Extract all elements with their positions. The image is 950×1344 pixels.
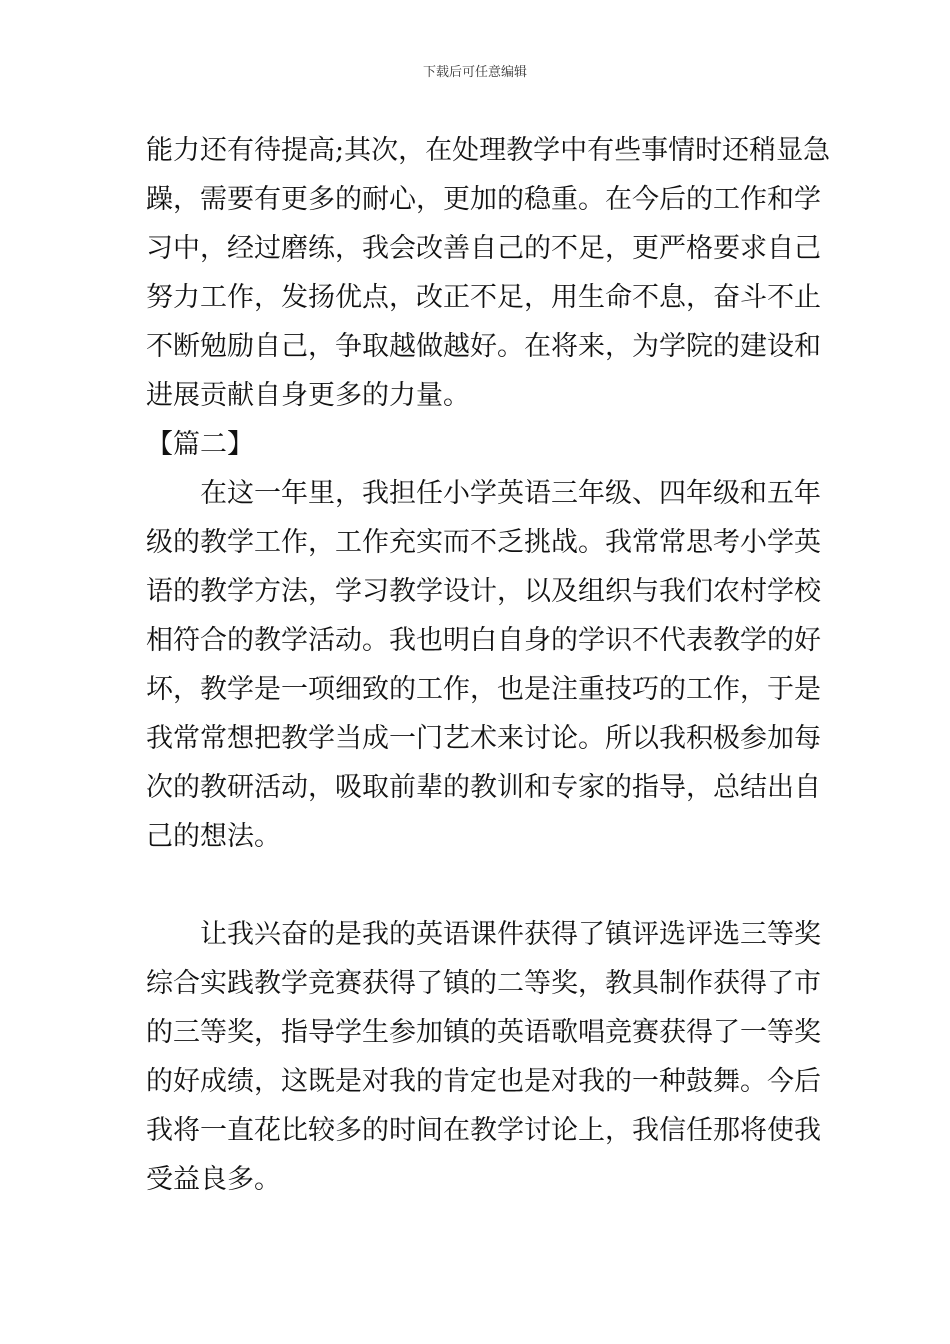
paragraph-line: 相符合的教学活动。我也明白自身的学识不代表教学的好 bbox=[146, 625, 821, 656]
paragraph-1 bbox=[146, 126, 831, 420]
paragraph-line: 不断勉励自己，争取越做越好。在将来，为学院的建设和 bbox=[146, 331, 821, 362]
paragraph-line: 能力还有待提高;其次，在处理教学中有些事情时还稍显急 bbox=[146, 135, 831, 166]
paragraph-line: 的好成绩，这既是对我的肯定也是对我的一种鼓舞。今后 bbox=[146, 1066, 821, 1097]
paragraph-3 bbox=[146, 910, 821, 1204]
paragraph-line: 的三等奖，指导学生参加镇的英语歌唱竞赛获得了一等奖 bbox=[146, 1017, 821, 1048]
paragraph-2 bbox=[146, 469, 821, 861]
paragraph-line: 习中，经过磨练，我会改善自己的不足，更严格要求自己 bbox=[146, 233, 821, 264]
paragraph-line: 我常常想把教学当成一门艺术来讨论。所以我积极参加每 bbox=[146, 723, 821, 754]
page-header: 下载后可任意编辑 bbox=[422, 65, 527, 80]
paragraph-line: 综合实践教学竞赛获得了镇的二等奖，教具制作获得了市 bbox=[146, 968, 821, 999]
paragraph-gap bbox=[146, 861, 806, 910]
paragraph-line: 进展贡献自身更多的力量。 bbox=[146, 380, 470, 411]
paragraph-line: 坏，教学是一项细致的工作，也是注重技巧的工作，于是 bbox=[146, 674, 821, 705]
paragraph-line: 语的教学方法，学习教学设计，以及组织与我们农村学校 bbox=[146, 576, 821, 607]
paragraph-line: 己的想法。 bbox=[146, 821, 281, 852]
section-heading: 【篇二】 bbox=[146, 429, 254, 460]
paragraph-line: 让我兴奋的是我的英语课件获得了镇评选评选三等奖 bbox=[200, 919, 821, 950]
paragraph-line: 在这一年里，我担任小学英语三年级、四年级和五年 bbox=[200, 478, 821, 509]
paragraph-line: 我将一直花比较多的时间在教学讨论上，我信任那将使我 bbox=[146, 1115, 821, 1146]
paragraph-line: 努力工作，发扬优点，改正不足，用生命不息，奋斗不止 bbox=[146, 282, 821, 313]
paragraph-line: 次的教研活动，吸取前辈的教训和专家的指导，总结出自 bbox=[146, 772, 821, 803]
paragraph-line: 躁，需要有更多的耐心，更加的稳重。在今后的工作和学 bbox=[146, 184, 821, 215]
paragraph-line: 受益良多。 bbox=[146, 1164, 281, 1195]
paragraph-line: 级的教学工作，工作充实而不乏挑战。我常常思考小学英 bbox=[146, 527, 821, 558]
document-body bbox=[146, 126, 831, 1204]
